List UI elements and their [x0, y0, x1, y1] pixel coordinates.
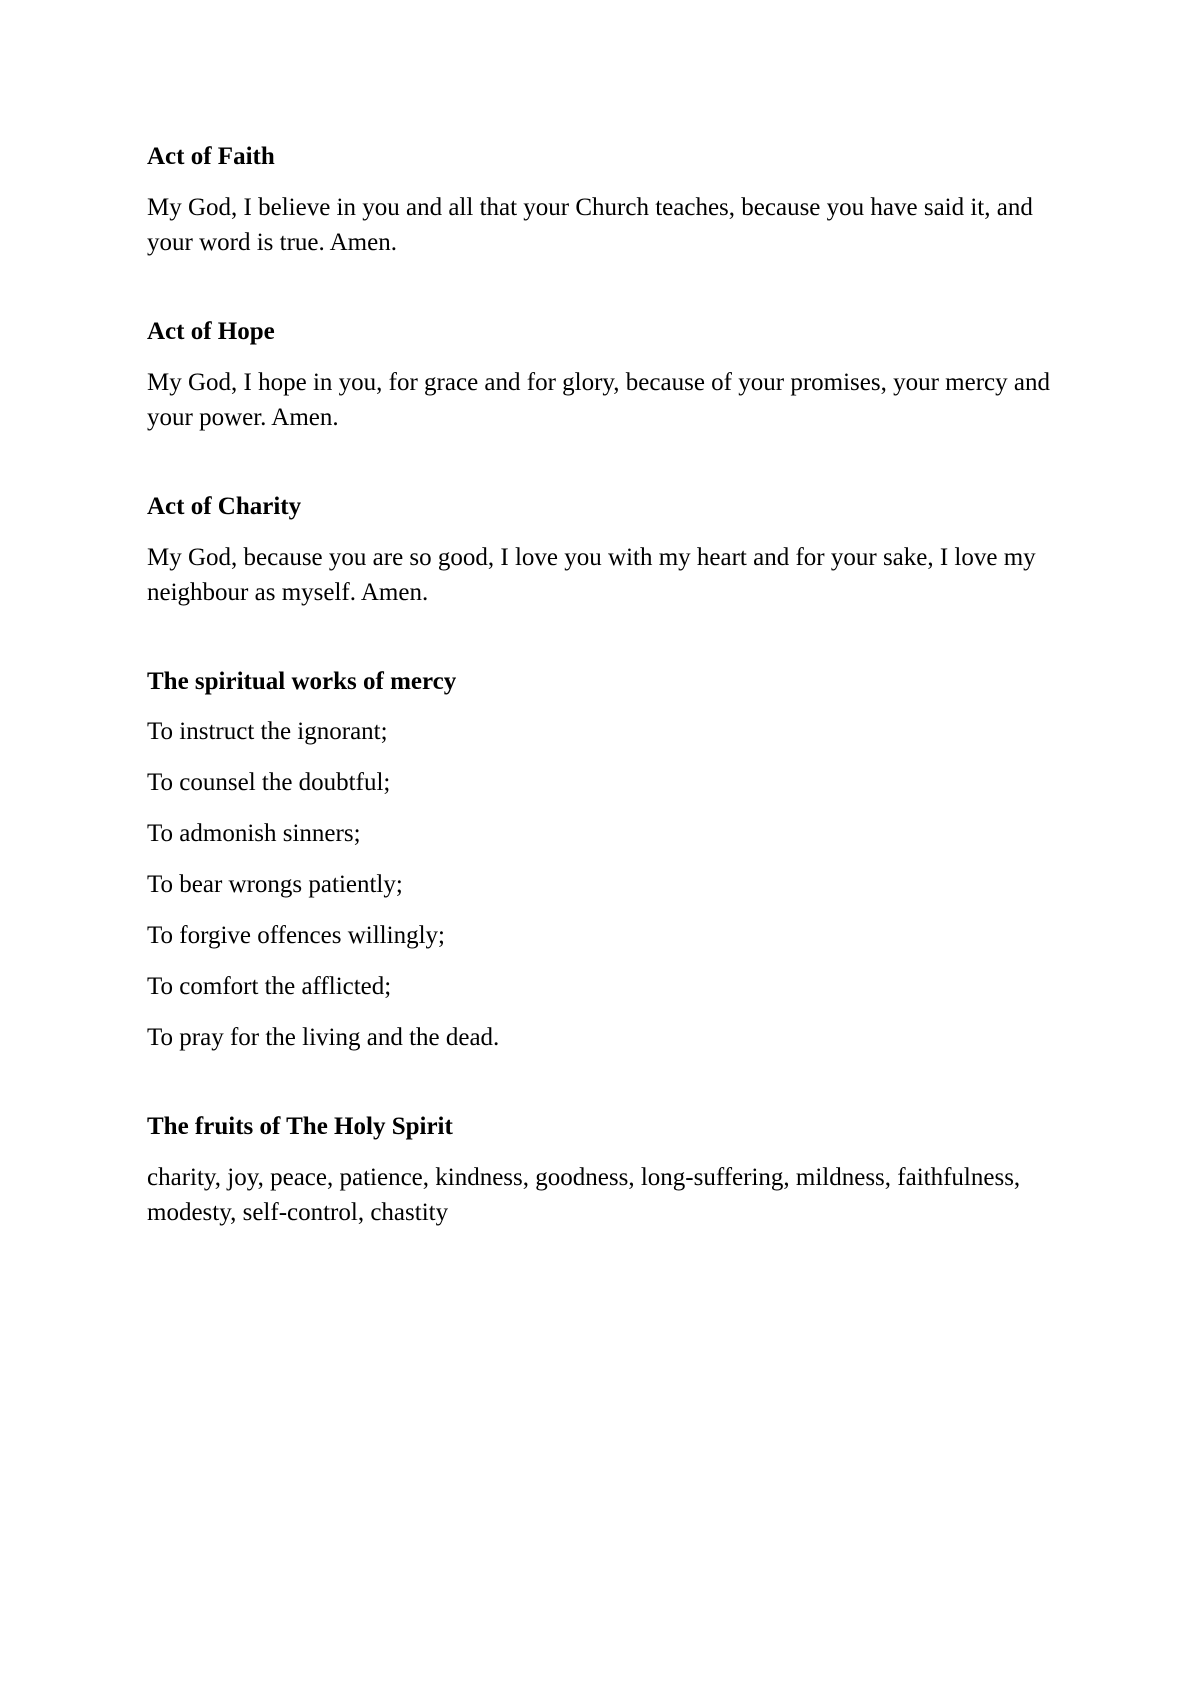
list-item: To admonish sinners; — [147, 820, 361, 847]
section-heading: Act of Hope — [147, 318, 275, 345]
section-act-of-faith — [147, 140, 1067, 260]
list-item: To counsel the doubtful; — [147, 769, 391, 796]
list-item: To pray for the living and the dead. — [147, 1024, 500, 1051]
section-heading: Act of Charity — [147, 493, 302, 520]
section-heading: Act of Faith — [147, 143, 275, 170]
document-content — [147, 140, 1067, 1285]
section-act-of-charity — [147, 490, 1067, 610]
prayer-text: My God, because you are so good, I love you with my heart and for your sake, I love my neighbour as myself. Amen. — [147, 544, 1036, 606]
section-heading: The spiritual works of mercy — [147, 668, 457, 695]
prayer-text: My God, I hope in you, for grace and for glory, because of your promises, your mercy and your power. Amen. — [147, 369, 1050, 431]
prayer-text: My God, I believe in you and all that your Church teaches, because you have said it, and your word is true. Amen. — [147, 194, 1033, 256]
list-item: To bear wrongs patiently; — [147, 871, 403, 898]
list-item: To forgive offences willingly; — [147, 922, 445, 949]
fruits-text: charity, joy, peace, patience, kindness, goodness, long-suffering, mildness, faithfulness, modesty, self-control, chastity — [147, 1164, 1021, 1226]
section-heading: The fruits of The Holy Spirit — [147, 1113, 453, 1140]
works-of-mercy-list — [147, 715, 1067, 1055]
section-spiritual-works-of-mercy — [147, 665, 1067, 1055]
list-item: To instruct the ignorant; — [147, 718, 388, 745]
list-item: To comfort the afflicted; — [147, 973, 392, 1000]
section-fruits-of-the-holy-spirit — [147, 1110, 1067, 1230]
section-act-of-hope — [147, 315, 1067, 435]
